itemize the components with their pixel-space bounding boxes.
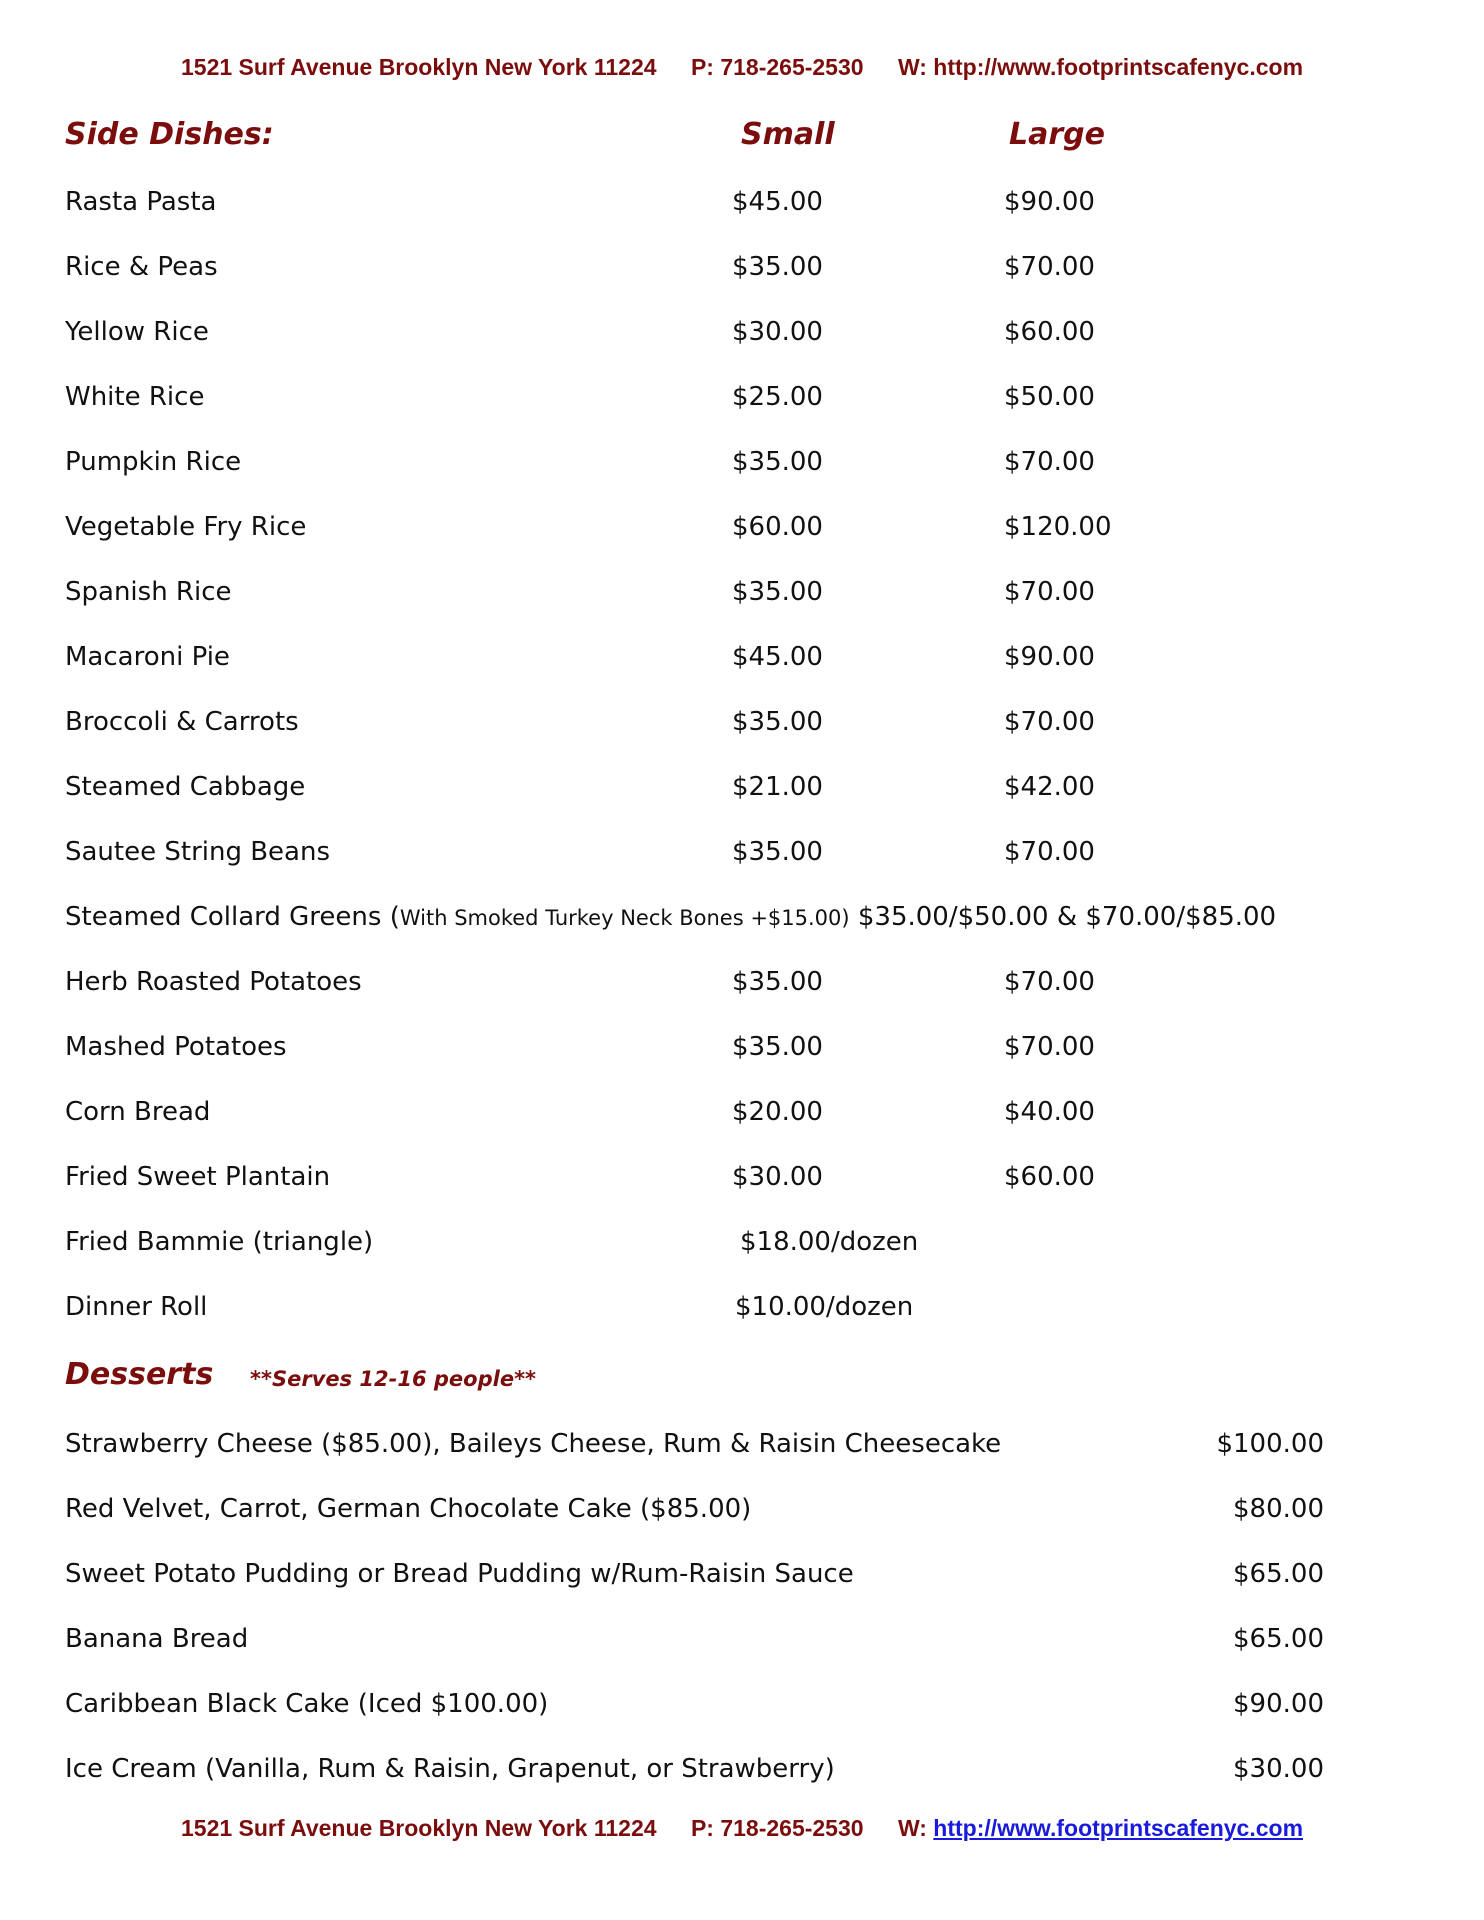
price-small: $30.00 [732, 1162, 823, 1192]
footer-web [898, 1815, 1303, 1841]
header-web-url: http://www.footprintscafenyc.com [933, 54, 1304, 80]
price-large: $50.00 [1004, 382, 1095, 412]
price-large: $70.00 [1004, 967, 1095, 997]
item-name: Rasta Pasta [65, 187, 217, 217]
item-name: Mashed Potatoes [65, 1032, 287, 1062]
header-web-prefix: W: [897, 54, 934, 80]
dessert-name: Strawberry Cheese ($85.00), Baileys Cheese, Rum & Raisin Cheesecake [65, 1429, 1002, 1459]
footer-website-link[interactable]: http://www.footprintscafenyc.com [933, 1815, 1304, 1841]
dessert-name: Sweet Potato Pudding or Bread Pudding w/Rum-Raisin Sauce [65, 1559, 854, 1589]
price-small: $30.00 [732, 317, 823, 347]
dessert-price: $65.00 [1233, 1559, 1324, 1589]
item-name: Sautee String Beans [65, 837, 331, 867]
price-large: $70.00 [1004, 577, 1095, 607]
price-small: $35.00 [732, 252, 823, 282]
dessert-price: $80.00 [1233, 1494, 1324, 1524]
price-large: $60.00 [1004, 1162, 1095, 1192]
price-small: $60.00 [732, 512, 823, 542]
price-small: $25.00 [732, 382, 823, 412]
item-name: Dinner Roll [65, 1292, 208, 1322]
item-name: Fried Bammie (triangle) [65, 1227, 374, 1257]
item-name: White Rice [65, 382, 205, 412]
dessert-row [0, 1429, 1484, 1469]
column-small-header: Small [741, 117, 835, 152]
collard-note: With Smoked Turkey Neck Bones +$15.00) [399, 906, 850, 930]
price-small: $45.00 [732, 187, 823, 217]
item-name: Fried Sweet Plantain [65, 1162, 331, 1192]
footer-contact-line [0, 1815, 1484, 1842]
price-small: $45.00 [732, 642, 823, 672]
side-dishes-title: Side Dishes: [65, 117, 274, 152]
header-address: 1521 Surf Avenue Brooklyn New York 11224 [180, 54, 657, 80]
price-small: $35.00 [732, 837, 823, 867]
price-small: $35.00 [732, 967, 823, 997]
item-name: Macaroni Pie [65, 642, 230, 672]
dessert-name: Red Velvet, Carrot, German Chocolate Cake ($85.00) [65, 1494, 752, 1524]
dessert-price: $30.00 [1233, 1754, 1324, 1784]
desserts-serves-note: **Serves 12-16 people** [250, 1367, 537, 1391]
dessert-name: Caribbean Black Cake (Iced $100.00) [65, 1689, 549, 1719]
footer-web-prefix: W: [897, 1815, 934, 1841]
price-large: $120.00 [1004, 512, 1112, 542]
dessert-price: $65.00 [1233, 1624, 1324, 1654]
dessert-row [0, 1494, 1484, 1534]
price-large: $70.00 [1004, 252, 1095, 282]
dessert-row [0, 1754, 1484, 1794]
price-large: $40.00 [1004, 1097, 1095, 1127]
price-small: $35.00 [732, 577, 823, 607]
column-large-header: Large [1009, 117, 1105, 152]
price-small: $35.00 [732, 447, 823, 477]
dessert-name: Banana Bread [65, 1624, 249, 1654]
dessert-row [0, 1559, 1484, 1599]
footer-address: 1521 Surf Avenue Brooklyn New York 11224 [180, 1815, 657, 1841]
item-name: Pumpkin Rice [65, 447, 242, 477]
dessert-price: $90.00 [1233, 1689, 1324, 1719]
price-large: $42.00 [1004, 772, 1095, 802]
header-phone: P: 718-265-2530 [690, 54, 864, 80]
item-name: Corn Bread [65, 1097, 211, 1127]
price-large: $90.00 [1004, 642, 1095, 672]
item-name: Steamed Cabbage [65, 772, 306, 802]
price-small: $20.00 [732, 1097, 823, 1127]
desserts-title: Desserts [65, 1357, 214, 1392]
price-large: $70.00 [1004, 447, 1095, 477]
price-dozen: $18.00/dozen [740, 1227, 919, 1257]
dessert-row [0, 1624, 1484, 1664]
price-large: $70.00 [1004, 837, 1095, 867]
item-name: Broccoli & Carrots [65, 707, 299, 737]
item-name: Yellow Rice [65, 317, 209, 347]
dessert-name: Ice Cream (Vanilla, Rum & Raisin, Grapenut, or Strawberry) [65, 1754, 835, 1784]
item-name: Spanish Rice [65, 577, 232, 607]
dessert-price: $100.00 [1216, 1429, 1324, 1459]
dessert-row [0, 1689, 1484, 1729]
collard-prices: $35.00/$50.00 & $70.00/$85.00 [849, 902, 1277, 932]
price-small: $35.00 [732, 1032, 823, 1062]
price-large: $90.00 [1004, 187, 1095, 217]
collard-name: Steamed Collard Greens ( [65, 902, 400, 932]
price-small: $35.00 [732, 707, 823, 737]
footer-phone: P: 718-265-2530 [690, 1815, 864, 1841]
price-small: $21.00 [732, 772, 823, 802]
price-dozen: $10.00/dozen [735, 1292, 914, 1322]
price-large: $70.00 [1004, 1032, 1095, 1062]
price-large: $60.00 [1004, 317, 1095, 347]
item-name: Herb Roasted Potatoes [65, 967, 362, 997]
item-name: Vegetable Fry Rice [65, 512, 307, 542]
item-name: Rice & Peas [65, 252, 218, 282]
price-large: $70.00 [1004, 707, 1095, 737]
